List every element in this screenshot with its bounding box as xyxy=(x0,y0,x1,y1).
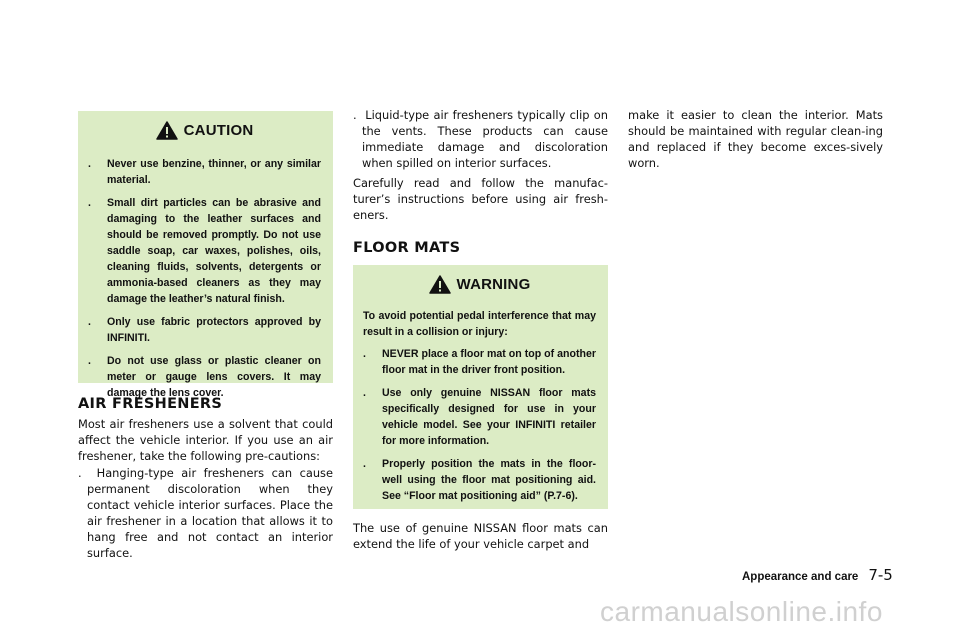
warning-item: . Use only genuine NISSAN floor mats specifically designed for use in your vehicle model. See your INFINITI retailer for more information. xyxy=(363,387,596,447)
caution-list xyxy=(88,156,321,401)
warning-title-row xyxy=(363,275,596,294)
caution-box xyxy=(78,111,333,399)
warning-list xyxy=(363,346,596,504)
floor-mats-heading: FLOOR MATS xyxy=(353,240,461,256)
page-footer xyxy=(742,566,893,584)
caution-title: CAUTION xyxy=(183,122,254,139)
warning-title: WARNING xyxy=(456,276,531,293)
warning-item: . NEVER place a floor mat on top of another floor mat in the driver front position. xyxy=(363,348,596,376)
air-fresheners-list xyxy=(78,465,333,561)
warning-item: . Properly position the mats in the floor-well using the floor mat positioning aid. See “Floor mat positioning aid” (P.7-6). xyxy=(363,458,596,502)
warning-triangle-icon xyxy=(156,121,178,140)
warning-intro: To avoid potential pedal interference that may result in a collision or injury: xyxy=(363,310,596,338)
caution-item: . Only use fabric protectors approved by INFINITI. xyxy=(88,316,321,344)
air-freshener-item: . Hanging-type air fresheners can cause permanent discoloration when they contact vehicle interior surfaces. Place the air freshener in a location that allows it to hang free and not contact an interior surface. xyxy=(78,466,333,560)
warning-triangle-icon xyxy=(429,275,451,294)
caution-item: . Do not use glass or plastic cleaner on meter or gauge lens covers. It may damage the lens cover. xyxy=(88,355,321,399)
air-fresheners-body xyxy=(78,416,333,561)
floor-mats-text-part1: The use of genuine NISSAN floor mats can extend the life of your vehicle carpet and xyxy=(353,521,608,551)
caution-title-row xyxy=(88,121,321,140)
air-fresheners-closing: Carefully read and follow the manufac-turer’s instructions before using air fresh-eners. xyxy=(353,176,608,222)
air-fresheners-intro: Most air fresheners use a solvent that could affect the vehicle interior. If you use an air freshener, take the following pre-cautions: xyxy=(78,417,333,463)
floor-mats-text-part2: make it easier to clean the interior. Mats should be maintained with regular clean-ing and replaced if they become exces-sively worn. xyxy=(628,108,883,170)
caution-item: . Never use benzine, thinner, or any similar material. xyxy=(88,158,321,186)
air-fresheners-list-continued xyxy=(353,107,608,171)
warning-box xyxy=(353,265,608,509)
air-fresheners-heading: AIR FRESHENERS xyxy=(78,396,223,412)
footer-section-title: Appearance and care xyxy=(742,571,859,583)
watermark: carmanualsonline.info xyxy=(600,596,883,627)
air-fresheners-continued xyxy=(353,107,608,223)
caution-item: . Small dirt particles can be abrasive and damaging to the leather surfaces and should be removed promptly. Do not use saddle soap, car waxes, polishes, oils, cleaning fluids, solvents, detergents or ammonia-based cleaners as they may damage the leather’s natural finish. xyxy=(88,197,321,305)
air-freshener-item: . Liquid-type air fresheners typically clip on the vents. These products can cause immediate damage and discoloration when spilled on interior surfaces. xyxy=(353,108,608,170)
page-number: 7-5 xyxy=(868,566,893,584)
